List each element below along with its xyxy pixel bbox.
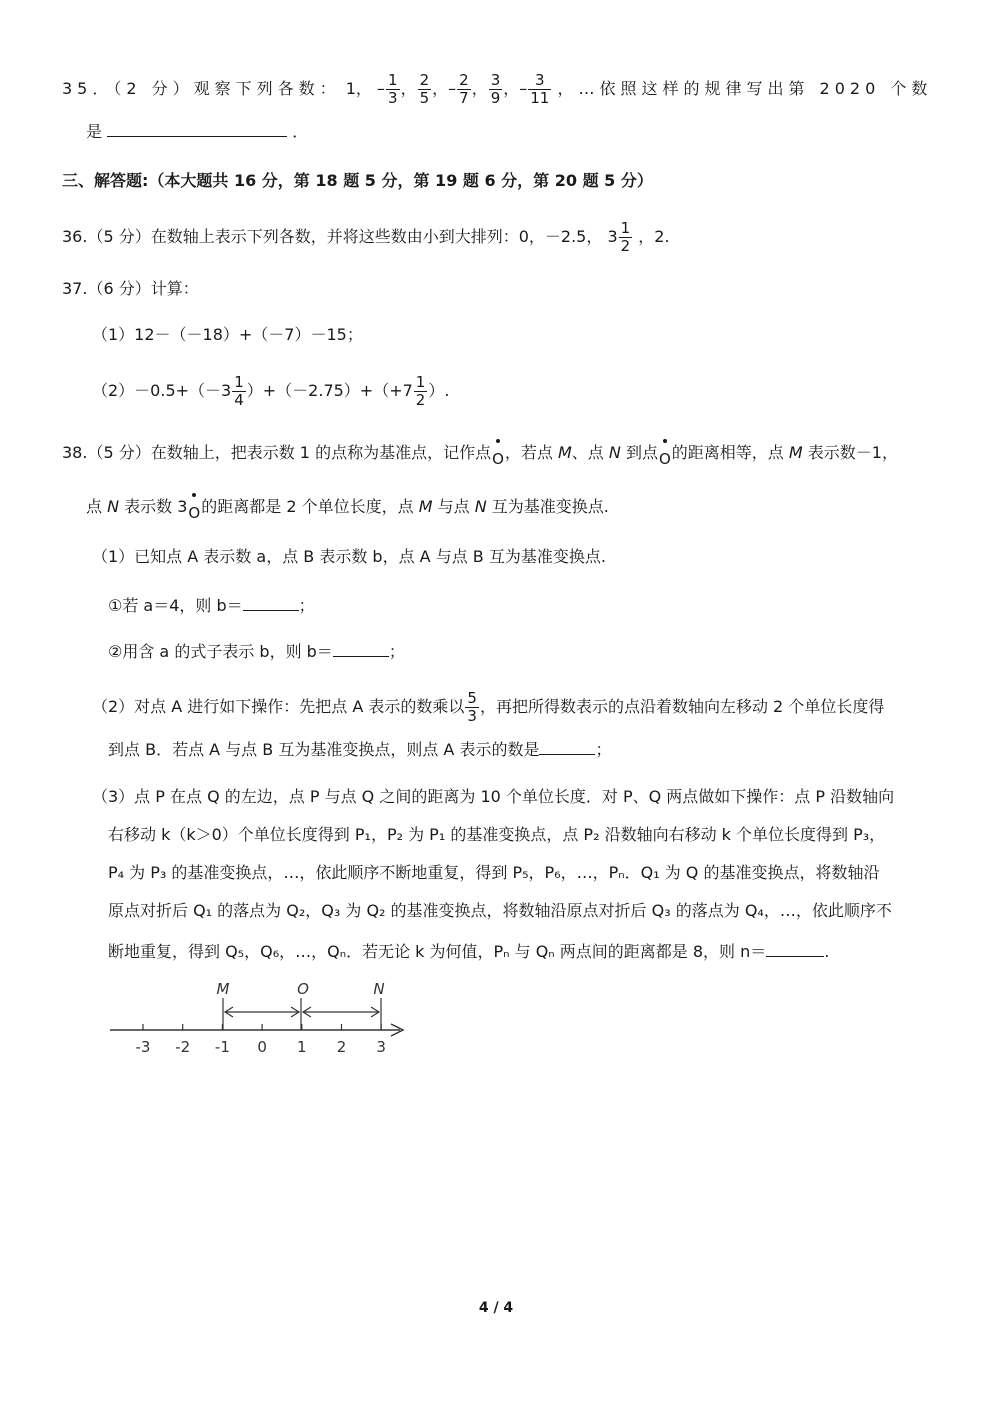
q36-mixed-number <box>607 220 633 255</box>
q35-term <box>448 71 488 107</box>
q35-term-den: 11 <box>530 89 550 107</box>
q38-l2-b: 表示数 3 <box>119 497 188 516</box>
q38-sub1a <box>108 594 315 617</box>
q37-p2-mid: ）+（－2.75）+（+7 <box>246 381 413 400</box>
q36-den: 2 <box>620 237 631 255</box>
q37-f1-den: 4 <box>234 391 244 409</box>
q35-term-den: 3 <box>388 89 398 107</box>
base-point-o: O <box>492 450 504 468</box>
q38-l2-c: 的距离都是 2 个单位长度，点 <box>201 497 419 516</box>
label-o: O <box>297 980 309 998</box>
q38-sub1: （1）已知点 A 表示数 a，点 B 表示数 b，点 A 与点 B 互为基准变换点. <box>92 547 606 566</box>
q38-l1-f: 表示数－1， <box>802 443 898 462</box>
q35-term-fraction <box>457 72 471 107</box>
q37-title: 37.（6 分）计算： <box>62 279 199 298</box>
q38-s2-l2-text: 到点 B．若点 A 与点 B 互为基准变换点，则点 A 表示的数是 <box>108 740 540 759</box>
q35-term-den: 9 <box>490 89 501 107</box>
section-3-header: 三、解答题:（本大题共 16 分，第 18 题 5 分，第 19 题 6 分，第 20 题 5 分） <box>62 171 653 190</box>
q38-sub3-line5 <box>108 940 829 963</box>
q38-s2-end: ，再把所得数表示的点沿着数轴向左移动 2 个单位长度得 <box>479 697 885 716</box>
tick-label: 0 <box>257 1038 267 1056</box>
q38-sub1b <box>108 640 405 663</box>
q38-s2-blank[interactable] <box>539 738 595 755</box>
point-m: M <box>788 443 803 462</box>
q35-term-fraction <box>386 72 400 107</box>
q38-s1b-text: ②用含 a 的式子表示 b，则 b＝ <box>108 642 333 661</box>
q35-term-num: 1 <box>388 71 398 89</box>
q38-s3-l5-text: 断地重复，得到 Q₅，Q₆，…，Qₙ．若无论 k 为何值，Pₙ 与 Qₙ 两点间的距离都是 8，则 n＝ <box>108 942 767 961</box>
q38-s2-num: 5 <box>467 689 477 707</box>
q38-sub3-line1: （3）点 P 在点 Q 的左边，点 P 与点 Q 之间的距离为 10 个单位长度．对 P、Q 两点做如下操作：点 P 沿数轴向 <box>92 787 895 806</box>
q35-term-num: 2 <box>419 71 430 89</box>
q35-term <box>488 71 520 107</box>
q38-sub2-line2 <box>108 738 611 761</box>
q35-period: ． <box>292 122 309 141</box>
q36 <box>62 220 670 255</box>
q35-first: 1， <box>345 79 372 98</box>
label-n: N <box>373 980 385 998</box>
q37-f1-num: 1 <box>234 373 244 391</box>
q36-text: 36.（5 分）在数轴上表示下列各数，并将这些数由小到大排列：0，－2.5， <box>62 227 603 246</box>
q35-tail: ，…依照这样的规律写出第 2020 个数 <box>557 79 933 98</box>
q37-f2-num: 1 <box>415 373 426 391</box>
q38-s2-l2-end: ； <box>595 740 612 759</box>
q37-fraction-2 <box>414 374 428 409</box>
point-m: M <box>557 443 572 462</box>
tick-label: 1 <box>297 1038 307 1056</box>
point-m: M <box>418 497 433 516</box>
q35-line1 <box>62 72 932 107</box>
q38-l2-a: 点 <box>86 497 108 516</box>
q35-separator: ， <box>432 79 449 98</box>
base-point-o: O <box>188 504 201 522</box>
q35-separator: ， <box>503 79 520 98</box>
q35-separator: ， <box>471 79 488 98</box>
q36-tail: ，2. <box>638 227 670 246</box>
q38-sub2-line1 <box>92 690 884 725</box>
tick-label: -1 <box>214 1038 230 1056</box>
q35-term <box>377 71 417 107</box>
base-point-o: O <box>658 450 671 468</box>
q35-term-sign: – <box>377 79 386 98</box>
q35-term <box>519 71 552 107</box>
q35-term-num: 3 <box>528 72 551 90</box>
page-number: 4 / 4 <box>478 1300 514 1316</box>
number-line-figure <box>105 980 415 1060</box>
q36-num: 1 <box>620 219 631 237</box>
q35-sequence <box>377 71 552 107</box>
q35-term-fraction <box>489 72 503 107</box>
tick-marks <box>136 1024 386 1056</box>
q35-term-fraction <box>418 72 432 107</box>
q38-s1a-text: ①若 a＝4，则 b＝ <box>108 596 243 615</box>
point-n: N <box>107 497 120 516</box>
q38-line2 <box>86 496 609 524</box>
q38-s1b-blank[interactable] <box>333 640 389 657</box>
label-m: M <box>216 980 230 998</box>
q36-fraction <box>619 220 633 255</box>
q38-sub3-line2: 右移动 k（k＞0）个单位长度得到 P₁，P₂ 为 P₁ 的基准变换点，点 P₂ 沿数轴向右移动 k 个单位长度得到 P₃， <box>108 825 886 844</box>
q38-l2-e: 互为基准变换点. <box>486 497 609 516</box>
q35-term-sign: – <box>519 79 528 98</box>
q38-l1-b: ，若点 <box>504 443 558 462</box>
point-n: N <box>474 497 487 516</box>
q37-f2-den: 2 <box>415 391 426 409</box>
tick-label: -2 <box>175 1038 191 1056</box>
q35-term-fraction <box>528 72 551 107</box>
q36-whole: 3 <box>607 227 618 246</box>
q38-line1 <box>62 442 898 470</box>
q35-term-sign: – <box>448 79 457 98</box>
q38-s3-blank[interactable] <box>766 940 824 957</box>
tick-label: -3 <box>135 1038 151 1056</box>
q35-term-den: 7 <box>459 89 469 107</box>
q37-fraction-1 <box>232 374 246 409</box>
tick-label: 3 <box>376 1038 386 1056</box>
q37-part2 <box>92 374 449 409</box>
q38-sub3-line3: P₄ 为 P₃ 的基准变换点，…，依此顺序不断地重复，得到 P₅，P₆，…，Pₙ．Q₁ 为 Q 的基准变换点，将数轴沿 <box>108 863 880 882</box>
q38-s2-start: （2）对点 A 进行如下操作：先把点 A 表示的数乘以 <box>92 697 465 716</box>
q38-s1a-end: ； <box>298 596 315 615</box>
q35-label: 35．（2 分）观察下列各数： <box>62 79 341 98</box>
q38-l1-a: 38.（5 分）在数轴上，把表示数 1 的点称为基准点，记作点 <box>62 443 492 462</box>
q37-p2-end: ）. <box>428 381 450 400</box>
point-n: N <box>608 443 621 462</box>
q35-answer-blank[interactable] <box>107 120 287 137</box>
q38-sub3-line4: 原点对折后 Q₁ 的落点为 Q₂，Q₃ 为 Q₂ 的基准变换点，将数轴沿原点对折后 Q₃ 的落点为 Q₄，…，依此顺序不 <box>108 901 892 920</box>
q38-l2-d: 与点 <box>432 497 475 516</box>
q38-s1b-end: ； <box>388 642 405 661</box>
q37-p2-start: （2）－0.5+（－3 <box>92 381 232 400</box>
q35-term <box>417 71 449 107</box>
q38-s2-den: 3 <box>467 707 477 725</box>
tick-label: 2 <box>336 1038 347 1056</box>
q38-s1a-blank[interactable] <box>243 594 299 611</box>
q38-l1-c: 、点 <box>571 443 609 462</box>
q35-term-den: 5 <box>419 89 430 107</box>
q35-term-num: 2 <box>459 71 469 89</box>
q35-prefix: 是 <box>86 122 103 141</box>
q35-term-num: 3 <box>490 71 501 89</box>
q35-separator: ， <box>400 79 417 98</box>
q37-part1: （1）12－（－18）+（－7）－15； <box>92 325 363 344</box>
q38-l1-d: 到点 <box>620 443 658 462</box>
q38-l1-e: 的距离相等，点 <box>671 443 789 462</box>
q35-line2 <box>86 120 308 143</box>
q38-s2-fraction <box>465 690 479 725</box>
q38-s3-l5-end: . <box>824 942 830 961</box>
